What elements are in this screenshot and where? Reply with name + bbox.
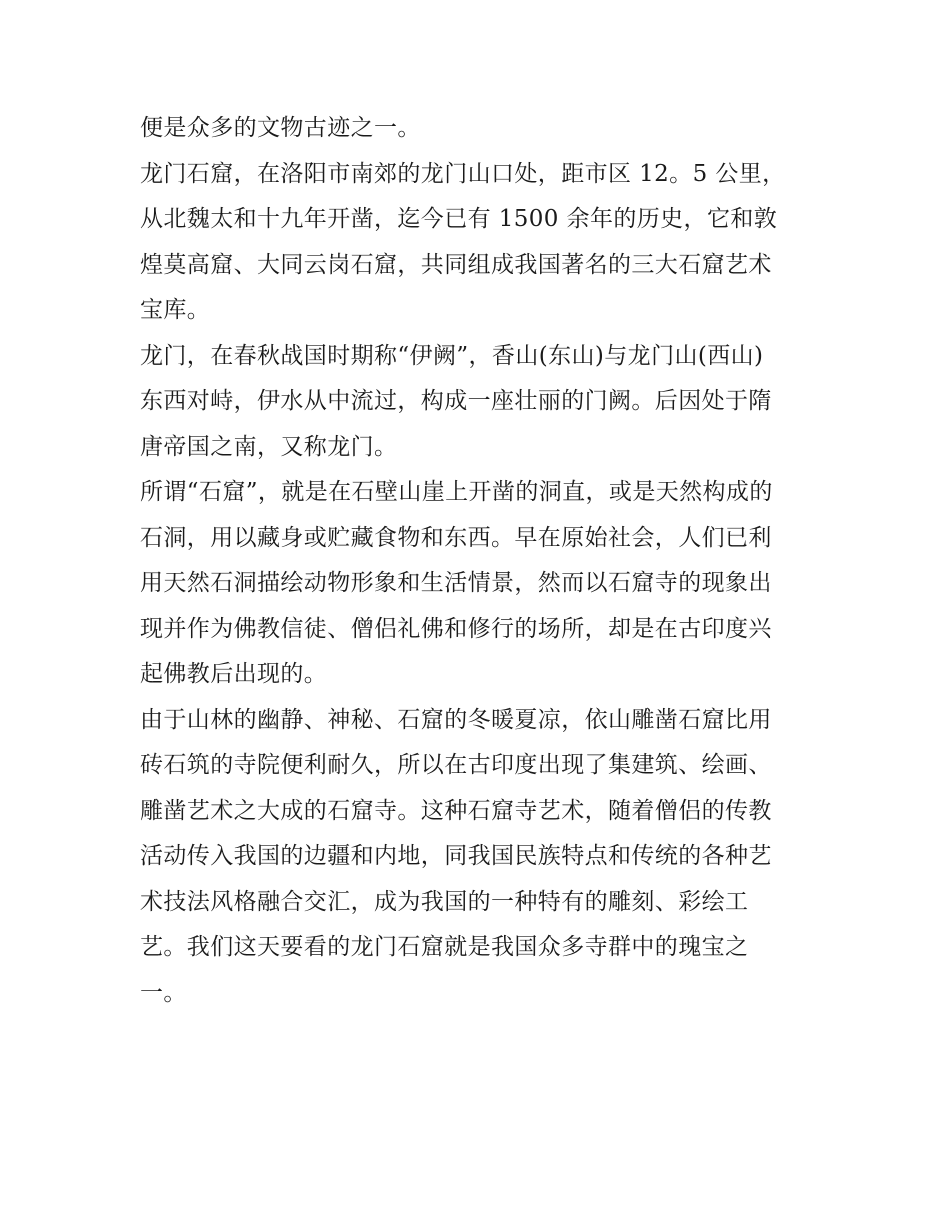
text-line: 起佛教后出现的。 xyxy=(140,661,328,687)
text-line: 石洞，用以藏身或贮藏食物和东西。早在原始社会，人们已利 xyxy=(140,524,772,551)
document-body xyxy=(140,106,810,1016)
text-line: 从北魏太和十九年开凿，迄今已有 1500 余年的历史，它和敦 xyxy=(140,206,778,232)
text-line: 艺。我们这天要看的龙门石窟就是我国众多寺群中的瑰宝之 xyxy=(140,934,749,960)
text-line: 所谓“石窟”，就是在石壁山崖上开凿的洞直，或是天然构成的 xyxy=(140,479,773,505)
text-line: 龙门，在春秋战国时期称“伊阙”，香山(东山)与龙门山(西山) xyxy=(140,342,764,369)
text-line: 砖石筑的寺院便利耐久，所以在古印度出现了集建筑、绘画、 xyxy=(140,752,772,778)
text-line: 唐帝国之南，又称龙门。 xyxy=(140,433,398,460)
text-line: 雕凿艺术之大成的石窟寺。这种石窟寺艺术，随着僧侣的传教 xyxy=(140,797,772,824)
text-line: 煌莫高窟、大同云岗石窟，共同组成我国著名的三大石窟艺术 xyxy=(140,251,772,278)
text-line: 现并作为佛教信徒、僧侣礼佛和修行的场所，却是在古印度兴 xyxy=(140,615,772,642)
text-line: 术技法风格融合交汇，成为我国的一种特有的雕刻、彩绘工 xyxy=(140,888,749,915)
text-line: 一。 xyxy=(140,979,187,1006)
text-line: 由于山林的幽静、神秘、石窟的冬暖夏凉，依山雕凿石窟比用 xyxy=(140,706,772,733)
text-line: 宝库。 xyxy=(140,297,211,323)
text-line: 用天然石洞描绘动物形象和生活情景，然而以石窟寺的现象出 xyxy=(140,570,772,596)
text-line: 东西对峙，伊水从中流过，构成一座壮丽的门阙。后因处于隋 xyxy=(140,388,772,414)
text-line: 活动传入我国的边疆和内地，同我国民族特点和传统的各种艺 xyxy=(140,843,772,869)
text-line: 龙门石窟，在洛阳市南郊的龙门山口处，距市区 12。5 公里， xyxy=(140,160,786,187)
text-line: 便是众多的文物古迹之一。 xyxy=(140,115,421,141)
